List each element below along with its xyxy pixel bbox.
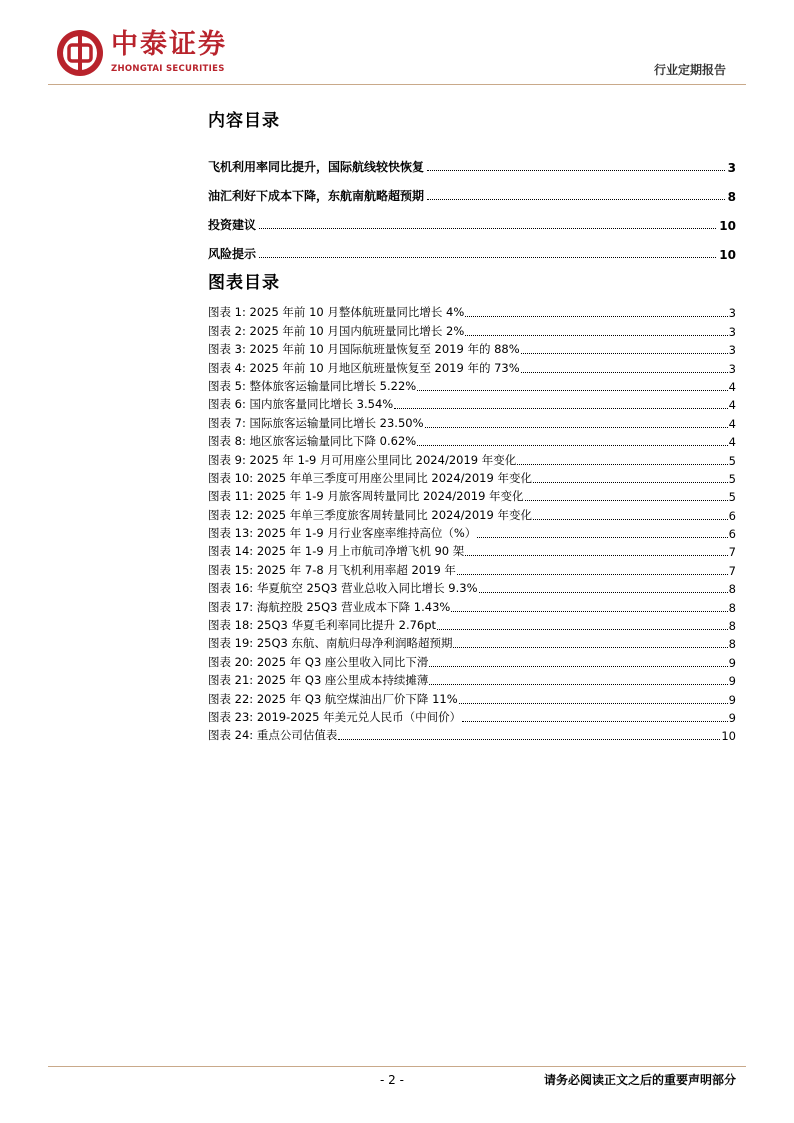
figure-entry-label: 图表 7: 国际旅客运输量同比增长 23.50% — [208, 415, 424, 430]
footer-disclaimer: 请务必阅读正文之后的重要声明部分 — [543, 1073, 736, 1087]
dot-leader — [429, 684, 727, 685]
figure-entry-page: 10 — [721, 729, 736, 744]
dot-leader — [453, 647, 727, 648]
figure-entry-page: 7 — [728, 545, 736, 560]
toc-entry-label: 风险提示 — [208, 247, 257, 261]
figure-entry-page: 4 — [728, 398, 736, 413]
figure-entry-page: 8 — [728, 637, 736, 652]
page-header — [0, 0, 794, 90]
figure-entry-page: 5 — [728, 471, 736, 486]
dot-leader — [394, 408, 727, 409]
dot-leader — [425, 427, 728, 428]
figure-entry[interactable] — [208, 302, 736, 320]
toc-entry-label: 油汇利好下成本下降，东航南航略超预期 — [208, 189, 425, 203]
figure-entry-label: 图表 22: 2025 年 Q3 航空煤油出厂价下降 11% — [208, 691, 458, 706]
figure-entry[interactable] — [208, 523, 736, 541]
figure-entry[interactable] — [208, 320, 736, 338]
toc-entry[interactable] — [208, 175, 736, 204]
figure-entry[interactable] — [208, 376, 736, 394]
dot-leader — [521, 372, 728, 373]
figure-entry-page: 4 — [728, 379, 736, 394]
toc-entry-label: 飞机利用率同比提升，国际航线较快恢复 — [208, 160, 425, 174]
figure-entry-label: 图表 16: 华夏航空 25Q3 营业总收入同比增长 9.3% — [208, 581, 478, 596]
figure-entry-label: 图表 21: 2025 年 Q3 座公里成本持续摊薄 — [208, 673, 429, 688]
figure-entry-page: 9 — [728, 710, 736, 725]
figure-entry[interactable] — [208, 615, 736, 633]
figure-entry-label: 图表 6: 国内旅客量同比增长 3.54% — [208, 397, 394, 412]
figure-entry-label: 图表 8: 地区旅客运输量同比下降 0.62% — [208, 434, 417, 449]
dot-leader — [259, 228, 716, 229]
figure-entry-page: 3 — [728, 324, 736, 339]
figure-entry[interactable] — [208, 339, 736, 357]
figure-entry-page: 3 — [728, 361, 736, 376]
figure-entry-page: 8 — [728, 582, 736, 597]
dot-leader — [417, 445, 727, 446]
dot-leader — [427, 199, 725, 200]
figure-entry-page: 4 — [728, 416, 736, 431]
figure-entry-label: 图表 11: 2025 年 1-9 月旅客周转量同比 2024/2019 年变化 — [208, 489, 524, 504]
figure-entry-label: 图表 4: 2025 年前 10 月地区航班量恢复至 2019 年的 73% — [208, 360, 520, 375]
figure-entry-page: 6 — [728, 527, 736, 542]
figure-entry[interactable] — [208, 725, 736, 743]
figure-entry-label: 图表 10: 2025 年单三季度可用座公里同比 2024/2019 年变化 — [208, 470, 532, 485]
figure-entry[interactable] — [208, 394, 736, 412]
figure-entry-label: 图表 5: 整体旅客运输量同比增长 5.22% — [208, 378, 417, 393]
figure-entry-label: 图表 15: 2025 年 7-8 月飞机利用率超 2019 年 — [208, 562, 456, 577]
dot-leader — [462, 721, 728, 722]
figure-entry-label: 图表 17: 海航控股 25Q3 营业成本下降 1.43% — [208, 599, 451, 614]
dot-leader — [477, 537, 727, 538]
toc-entry-label: 投资建议 — [208, 218, 257, 232]
figure-entry-label: 图表 9: 2025 年 1-9 月可用座公里同比 2024/2019 年变化 — [208, 452, 517, 467]
toc-list — [208, 146, 736, 262]
figure-entry[interactable] — [208, 504, 736, 522]
figure-entry[interactable] — [208, 412, 736, 430]
figure-entry-label: 图表 3: 2025 年前 10 月国际航班量恢复至 2019 年的 88% — [208, 342, 520, 357]
figure-entry[interactable] — [208, 357, 736, 375]
figure-entry[interactable] — [208, 486, 736, 504]
brand-name-en: ZHONGTAI SECURITIES — [111, 64, 225, 74]
figure-entry-label: 图表 18: 25Q3 华夏毛利率同比提升 2.76pt — [208, 618, 437, 633]
dot-leader — [521, 353, 728, 354]
page-number: - 2 - — [380, 1073, 404, 1087]
figure-entry-page: 9 — [728, 655, 736, 670]
figure-entry[interactable] — [208, 651, 736, 669]
dot-leader — [417, 390, 727, 391]
figure-entry[interactable] — [208, 596, 736, 614]
dot-leader — [525, 500, 728, 501]
figure-entry[interactable] — [208, 670, 736, 688]
toc-entry-page: 10 — [719, 219, 736, 233]
figure-entry-label: 图表 1: 2025 年前 10 月整体航班量同比增长 4% — [208, 305, 465, 320]
figure-entry[interactable] — [208, 633, 736, 651]
figure-entry-page: 8 — [728, 600, 736, 615]
figure-entry-label: 图表 20: 2025 年 Q3 座公里收入同比下滑 — [208, 654, 429, 669]
dot-leader — [451, 611, 727, 612]
toc-entry[interactable] — [208, 204, 736, 233]
zhongtai-logo-icon — [55, 28, 105, 78]
figure-entry[interactable] — [208, 468, 736, 486]
figure-entry-label: 图表 14: 2025 年 1-9 月上市航司净增飞机 90 架 — [208, 544, 465, 559]
toc-title: 内容目录 — [208, 111, 280, 131]
figure-entry-label: 图表 2: 2025 年前 10 月国内航班量同比增长 2% — [208, 323, 465, 338]
figure-entry-label: 图表 23: 2019-2025 年美元兑人民币（中间价） — [208, 709, 462, 724]
dot-leader — [517, 464, 727, 465]
figure-entry-page: 4 — [728, 435, 736, 450]
figure-entry-page: 6 — [728, 508, 736, 523]
figure-list-title: 图表目录 — [208, 273, 280, 293]
dot-leader — [533, 519, 728, 520]
figure-entry[interactable] — [208, 578, 736, 596]
figure-entry-label: 图表 24: 重点公司估值表 — [208, 728, 338, 743]
figure-entry[interactable] — [208, 541, 736, 559]
dot-leader — [259, 257, 716, 258]
header-divider — [48, 84, 746, 85]
figure-entry-label: 图表 12: 2025 年单三季度旅客周转量同比 2024/2019 年变化 — [208, 507, 532, 522]
dot-leader — [338, 739, 720, 740]
toc-entry-page: 10 — [719, 248, 736, 262]
dot-leader — [465, 316, 727, 317]
dot-leader — [427, 170, 725, 171]
figure-list — [208, 302, 736, 743]
toc-entry[interactable] — [208, 233, 736, 262]
toc-entry-page: 3 — [727, 161, 736, 175]
figure-entry[interactable] — [208, 431, 736, 449]
dot-leader — [465, 555, 727, 556]
figure-entry-label: 图表 13: 2025 年 1-9 月行业客座率维持高位（%） — [208, 526, 477, 541]
figure-entry-page: 9 — [728, 674, 736, 689]
toc-entry[interactable] — [208, 146, 736, 175]
figure-entry-page: 9 — [728, 692, 736, 707]
toc-entry-page: 8 — [727, 190, 736, 204]
footer-divider — [48, 1066, 746, 1067]
figure-entry-page: 5 — [728, 453, 736, 468]
figure-entry-page: 7 — [728, 563, 736, 578]
figure-entry-label: 图表 19: 25Q3 东航、南航归母净利润略超预期 — [208, 636, 453, 651]
figure-entry-page: 3 — [728, 306, 736, 321]
dot-leader — [457, 574, 728, 575]
figure-entry-page: 3 — [728, 343, 736, 358]
figure-entry[interactable] — [208, 449, 736, 467]
figure-entry[interactable] — [208, 707, 736, 725]
figure-entry[interactable] — [208, 688, 736, 706]
report-type: 行业定期报告 — [653, 63, 726, 77]
dot-leader — [479, 592, 728, 593]
dot-leader — [437, 629, 728, 630]
figure-entry-page: 5 — [728, 490, 736, 505]
figure-entry-page: 8 — [728, 619, 736, 634]
dot-leader — [459, 703, 728, 704]
dot-leader — [429, 666, 727, 667]
dot-leader — [465, 335, 727, 336]
figure-entry[interactable] — [208, 559, 736, 577]
dot-leader — [533, 482, 728, 483]
brand-name-cn: 中泰证券 — [111, 29, 227, 60]
